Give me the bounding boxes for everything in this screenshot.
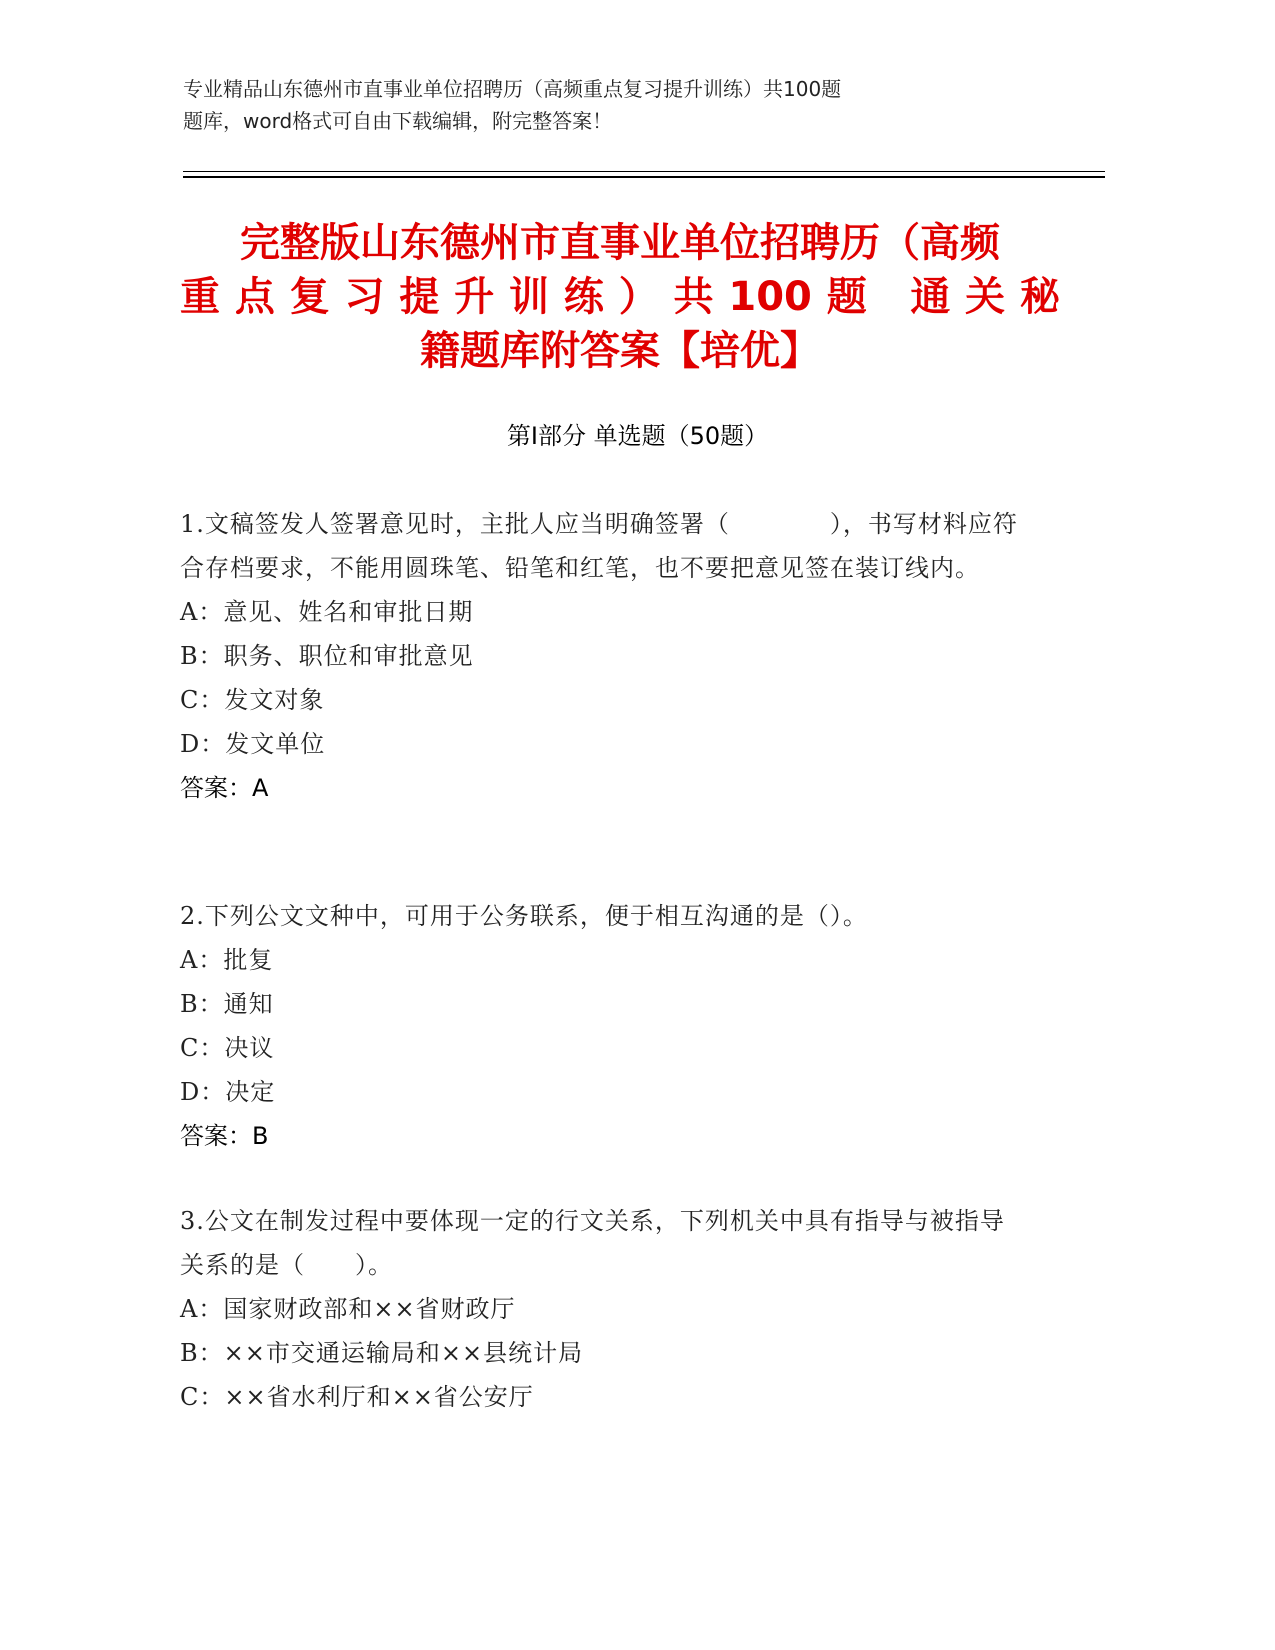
question-3 xyxy=(180,1199,1020,1419)
title-line-2: 重点复习提升训练）共100题 通关秘 xyxy=(180,274,1060,320)
option-c: C：决议 xyxy=(180,1034,275,1062)
option-c: C：发文对象 xyxy=(180,686,325,714)
question-1 xyxy=(180,502,1020,810)
header-line-1: 专业精品山东德州市直事业单位招聘历（高频重点复习提升训练）共100题 xyxy=(183,77,842,101)
option-a: A：意见、姓名和审批日期 xyxy=(180,598,474,626)
option-d: D：决定 xyxy=(180,1078,276,1106)
option-d: D：发文单位 xyxy=(180,730,326,758)
section-title: 第I部分 单选题（50题） xyxy=(506,422,769,450)
document-header xyxy=(183,73,983,137)
question-text: 1.文稿签发人签署意见时，主批人应当明确签署（ ），书写材料应符合存档要求，不能用圆珠笔、铅笔和红笔，也不要把意见签在装订线内。 xyxy=(180,510,1018,582)
question-text: 2.下列公文文种中，可用于公务联系，便于相互沟通的是（）。 xyxy=(180,902,868,930)
question-text: 3.公文在制发过程中要体现一定的行文关系，下列机关中具有指导与被指导关系的是（ ）。 xyxy=(180,1207,1005,1279)
title-line-3: 籍题库附答案【培优】 xyxy=(420,328,820,374)
option-c: C：××省水利厅和××省公安厅 xyxy=(180,1383,534,1411)
document-title xyxy=(180,216,1060,378)
option-a: A：批复 xyxy=(180,946,274,974)
header-divider-thick xyxy=(183,176,1105,178)
header-divider-thin xyxy=(183,171,1105,172)
header-line-2: 题库，word格式可自由下载编辑，附完整答案！ xyxy=(183,109,613,133)
question-2 xyxy=(180,894,1020,1158)
title-line-1: 完整版山东德州市直事业单位招聘历（高频 xyxy=(240,220,1000,266)
option-b: B：职务、职位和审批意见 xyxy=(180,642,474,670)
answer: 答案：B xyxy=(180,1122,269,1150)
option-b: B：××市交通运输局和××县统计局 xyxy=(180,1339,584,1367)
option-b: B：通知 xyxy=(180,990,274,1018)
answer: 答案：A xyxy=(180,774,269,802)
option-a: A：国家财政部和××省财政厅 xyxy=(180,1295,516,1323)
